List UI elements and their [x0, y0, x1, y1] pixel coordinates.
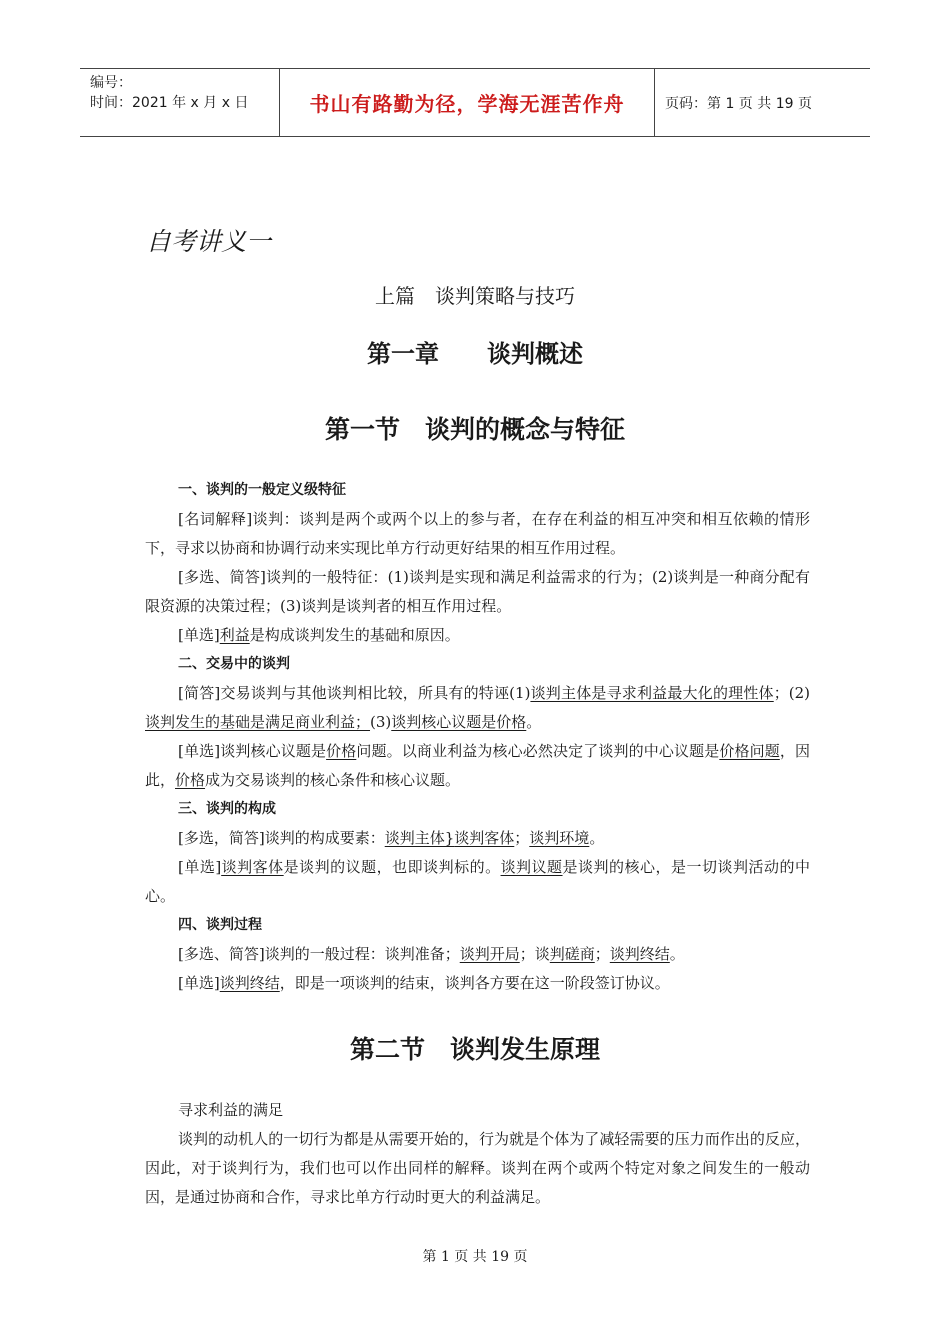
- paragraph: [单选]谈判终结，即是一项谈判的结束，谈判各方要在这一阶段签订协议。: [178, 974, 670, 992]
- underlined-term: 价格: [175, 771, 206, 789]
- heading-process: 四、谈判过程: [178, 917, 262, 933]
- heading-trade: 二、交易中的谈判: [178, 656, 290, 672]
- paragraph: [名词解释]谈判：谈判是两个或两个以上的参与者，在存在利益的相互冲突和相互依赖的情形下，寻求以协商和协调行动来实现比单方行动更好结果的相互作用过程。: [145, 510, 810, 557]
- underlined-term: 谈判环境: [529, 829, 590, 847]
- heading-definition: 一、谈判的一般定义级特征: [178, 482, 346, 498]
- paragraph: [多选，简答]谈判的构成要素：谈判主体}谈判客体；谈判环境。: [178, 829, 605, 847]
- paragraph: [单选]谈判核心议题是价格问题。以商业利益为核心必然决定了谈判的中心议题是价格问题，因此，价格成为交易谈判的核心条件和核心议题。: [145, 742, 810, 789]
- underlined-term: 价格问题: [719, 742, 780, 760]
- underlined-term: 谈判主体是寻求利益最大化的理性体: [530, 684, 774, 702]
- paragraph: 谈判的动机人的一切行为都是从需要开始的，行为就是个体为了减轻需要的压力而作出的反应，因此，对于谈判行为，我们也可以作出同样的解释。谈判在两个或两个特定对象之间发生的一般动因，是通过协商和合作，寻求比单方行动时更大的利益满足。: [145, 1130, 810, 1206]
- underlined-term: 谈判开局: [459, 945, 520, 963]
- time-label: 时间：2021 年 x 月 x 日: [90, 95, 249, 111]
- part-title: 上篇 谈判策略与技巧: [375, 284, 575, 308]
- underlined-term: 谈判客体: [454, 829, 515, 847]
- paragraph: [多选、简答]谈判的一般特征：(1)谈判是实现和满足利益需求的行为；(2)谈判是一种商分配有限资源的决策过程；(3)谈判是谈判者的相互作用过程。: [145, 568, 810, 615]
- underlined-term: 谈判终结: [219, 974, 280, 992]
- header-info-cell: [80, 69, 280, 136]
- underlined-term: 谈判核心议题是价格: [391, 713, 527, 731]
- header-motto: 书山有路勤为径，学海无涯苦作舟: [280, 69, 655, 136]
- underlined-term: 谈判客体: [221, 858, 284, 876]
- chapter-title: 第一章 谈判概述: [367, 340, 583, 368]
- paragraph: [简答]交易谈判与其他谈判相比较，所具有的特诬(1)谈判主体是寻求利益最大化的理性体；(2)谈判发生的基础是满足商业利益；(3)谈判核心议题是价格。: [145, 684, 810, 731]
- section-title: 第一节 谈判的概念与特征: [324, 415, 625, 444]
- section-title: 第二节 谈判发生原理: [349, 1035, 600, 1064]
- underlined-term: 谈判主体}: [384, 829, 455, 847]
- document-subtitle: 自考讲义一: [146, 227, 272, 256]
- underlined-term: 判磋商: [549, 945, 595, 963]
- underlined-term: 谈判发生的基础是满足商业利益；: [145, 713, 371, 731]
- page-footer: 第 1 页 共 19 页: [422, 1249, 528, 1265]
- paragraph: [单选]谈判客体是谈判的议题，也即谈判标的。谈判议题是谈判的核心，是一切谈判活动的中心。: [145, 858, 810, 905]
- underlined-term: 利益: [219, 626, 250, 644]
- number-label: 编号：: [90, 75, 132, 91]
- paragraph: [单选]利益是构成谈判发生的基础和原因。: [178, 626, 460, 644]
- header-table: [80, 68, 870, 137]
- underlined-term: 价格: [326, 742, 357, 760]
- section-body: [145, 476, 810, 998]
- paragraph: [多选、简答]谈判的一般过程：谈判准备；谈判开局；谈判磋商；谈判终结。: [178, 945, 685, 963]
- section-body: [145, 1096, 810, 1212]
- underlined-term: 谈判终结: [609, 945, 670, 963]
- header-page-code: 页码：第 1 页 共 19 页: [665, 95, 812, 112]
- paragraph: 寻求利益的满足: [178, 1101, 284, 1119]
- heading-composition: 三、谈判的构成: [178, 801, 276, 817]
- underlined-term: 谈判议题: [500, 858, 563, 876]
